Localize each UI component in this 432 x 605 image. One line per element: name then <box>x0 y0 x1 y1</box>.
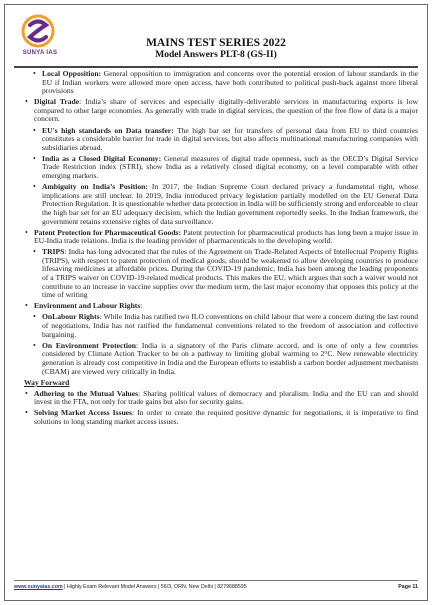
section-heading: Way Forward <box>24 378 70 388</box>
list-item: • Solving Market Access Issues: In order to create the required positive dynamic for negotiations, it is imperative to find solutions to long standing market access issues. <box>25 408 418 426</box>
list-item: • Patent Protection for Pharmaceutical Goods: Patent protection for pharmaceutical products has long been a major issue in EU-India trade relations. India is the leading provider of pharmaceuticals to the developing world. <box>25 227 418 246</box>
list-item: • EU's high standards on Data transfer: The high bar set for transfers of personal data from EU to third countries constitutes a considerable barrier for trade in digital services, but also affects multinational manufacturing companies with subsidiaries abroad. <box>33 125 418 152</box>
list-item: • Digital Trade: India’s share of services and especially digitally-deliverable services in manufacturing exports is low compared to other large economies. As generally with trade in digital services, the question of the free flow of data is a major concern. <box>25 97 418 124</box>
footer-text: | Highly Exam Relevant Model Answers | 56/3, ORN, New Delhi | 8279688595 <box>62 584 247 590</box>
website-link[interactable]: www.sunyaias.com <box>14 584 63 590</box>
list-item: • TRIPS: India has long advocated that the rules of the Agreement on Trade-Related Aspects of Intellectual Property Rights (TRIPS), with respect to patent protection of medical goods, should be weakened to allow developing countries to produce lifesaving medicines at affordable prices. During the COVID-19 pandemic, India has been among the leading proponents of a TRIPS waiver on COVID-19-related medical products. This makes the EU, which argues that such a waiver would not contribute to an increase in vaccine supplies over the medium term, the last major economy that opposes this policy at the time of writing <box>33 247 418 300</box>
list-item: • India as a Closed Digital Economy: General measures of digital trade openness, such as the OECD’s Digital Service Trade Restriction index (STRI), show India as a relatively closed digital economy, on a level comparable with other emerging markets. <box>33 153 418 181</box>
list-item: • Environment and Labour Rights: <box>25 301 143 311</box>
header-rule <box>14 66 418 68</box>
page-subtitle: Model Answers PLT-8 (GS-II) <box>155 50 277 60</box>
list-item: • Local Opposition: General opposition to immigration and concerns over the potential erosion of labour standards in the EU if Indian workers were allowed more open access, have both contributed to political push-back against more liberal provisions <box>33 69 418 96</box>
list-item: • On Environment Protection: India is a signatory of the Paris climate accord, and is one of only a few countries considered by Climate Action Tracker to be on a pathway to limiting global warming to 2°C. New renewable electricity generation is already cost competitive in India and the European efforts to establish a carbon border adjustment mechanism (CBAM) are viewed very critically in India. <box>33 340 418 376</box>
page-number: Page 11 <box>398 584 418 590</box>
list-item: • OnLabour Rights: While India has ratified two ILO conventions on child labour that were a concern during the last round of negotiations, India has not ratified the fundamental conventions related to the freedom of association and collective bargaining. <box>33 312 419 339</box>
page-title: MAINS TEST SERIES 2022 <box>146 37 286 49</box>
list-item: • Ambiguity on India’s Position: In 2017, the Indian Supreme Court declared privacy a fundamental right, whose implications are still unclear. In 2019, India introduced privacy legislation partially modelled on the EU General Data Protection Regulation. It is questionable whether data protection in India will be sufficiently strong and enforceable to clear the high bar set for an EU adequacy decision, which the Indian government reportedly seeks. In the Indian framework, the government retains extensive rights of data surveillance. <box>33 182 418 226</box>
list-item: • Adhering to the Mutual Values: Sharing political values of democracy and pluralism. India and the EU can and should invest in the FTA, not only for trade gains but also for security gains. <box>25 388 418 407</box>
page-footer <box>14 580 418 590</box>
page-header <box>14 12 418 64</box>
logo-text: SUNYA IAS <box>22 50 58 56</box>
answer-content <box>24 70 418 429</box>
